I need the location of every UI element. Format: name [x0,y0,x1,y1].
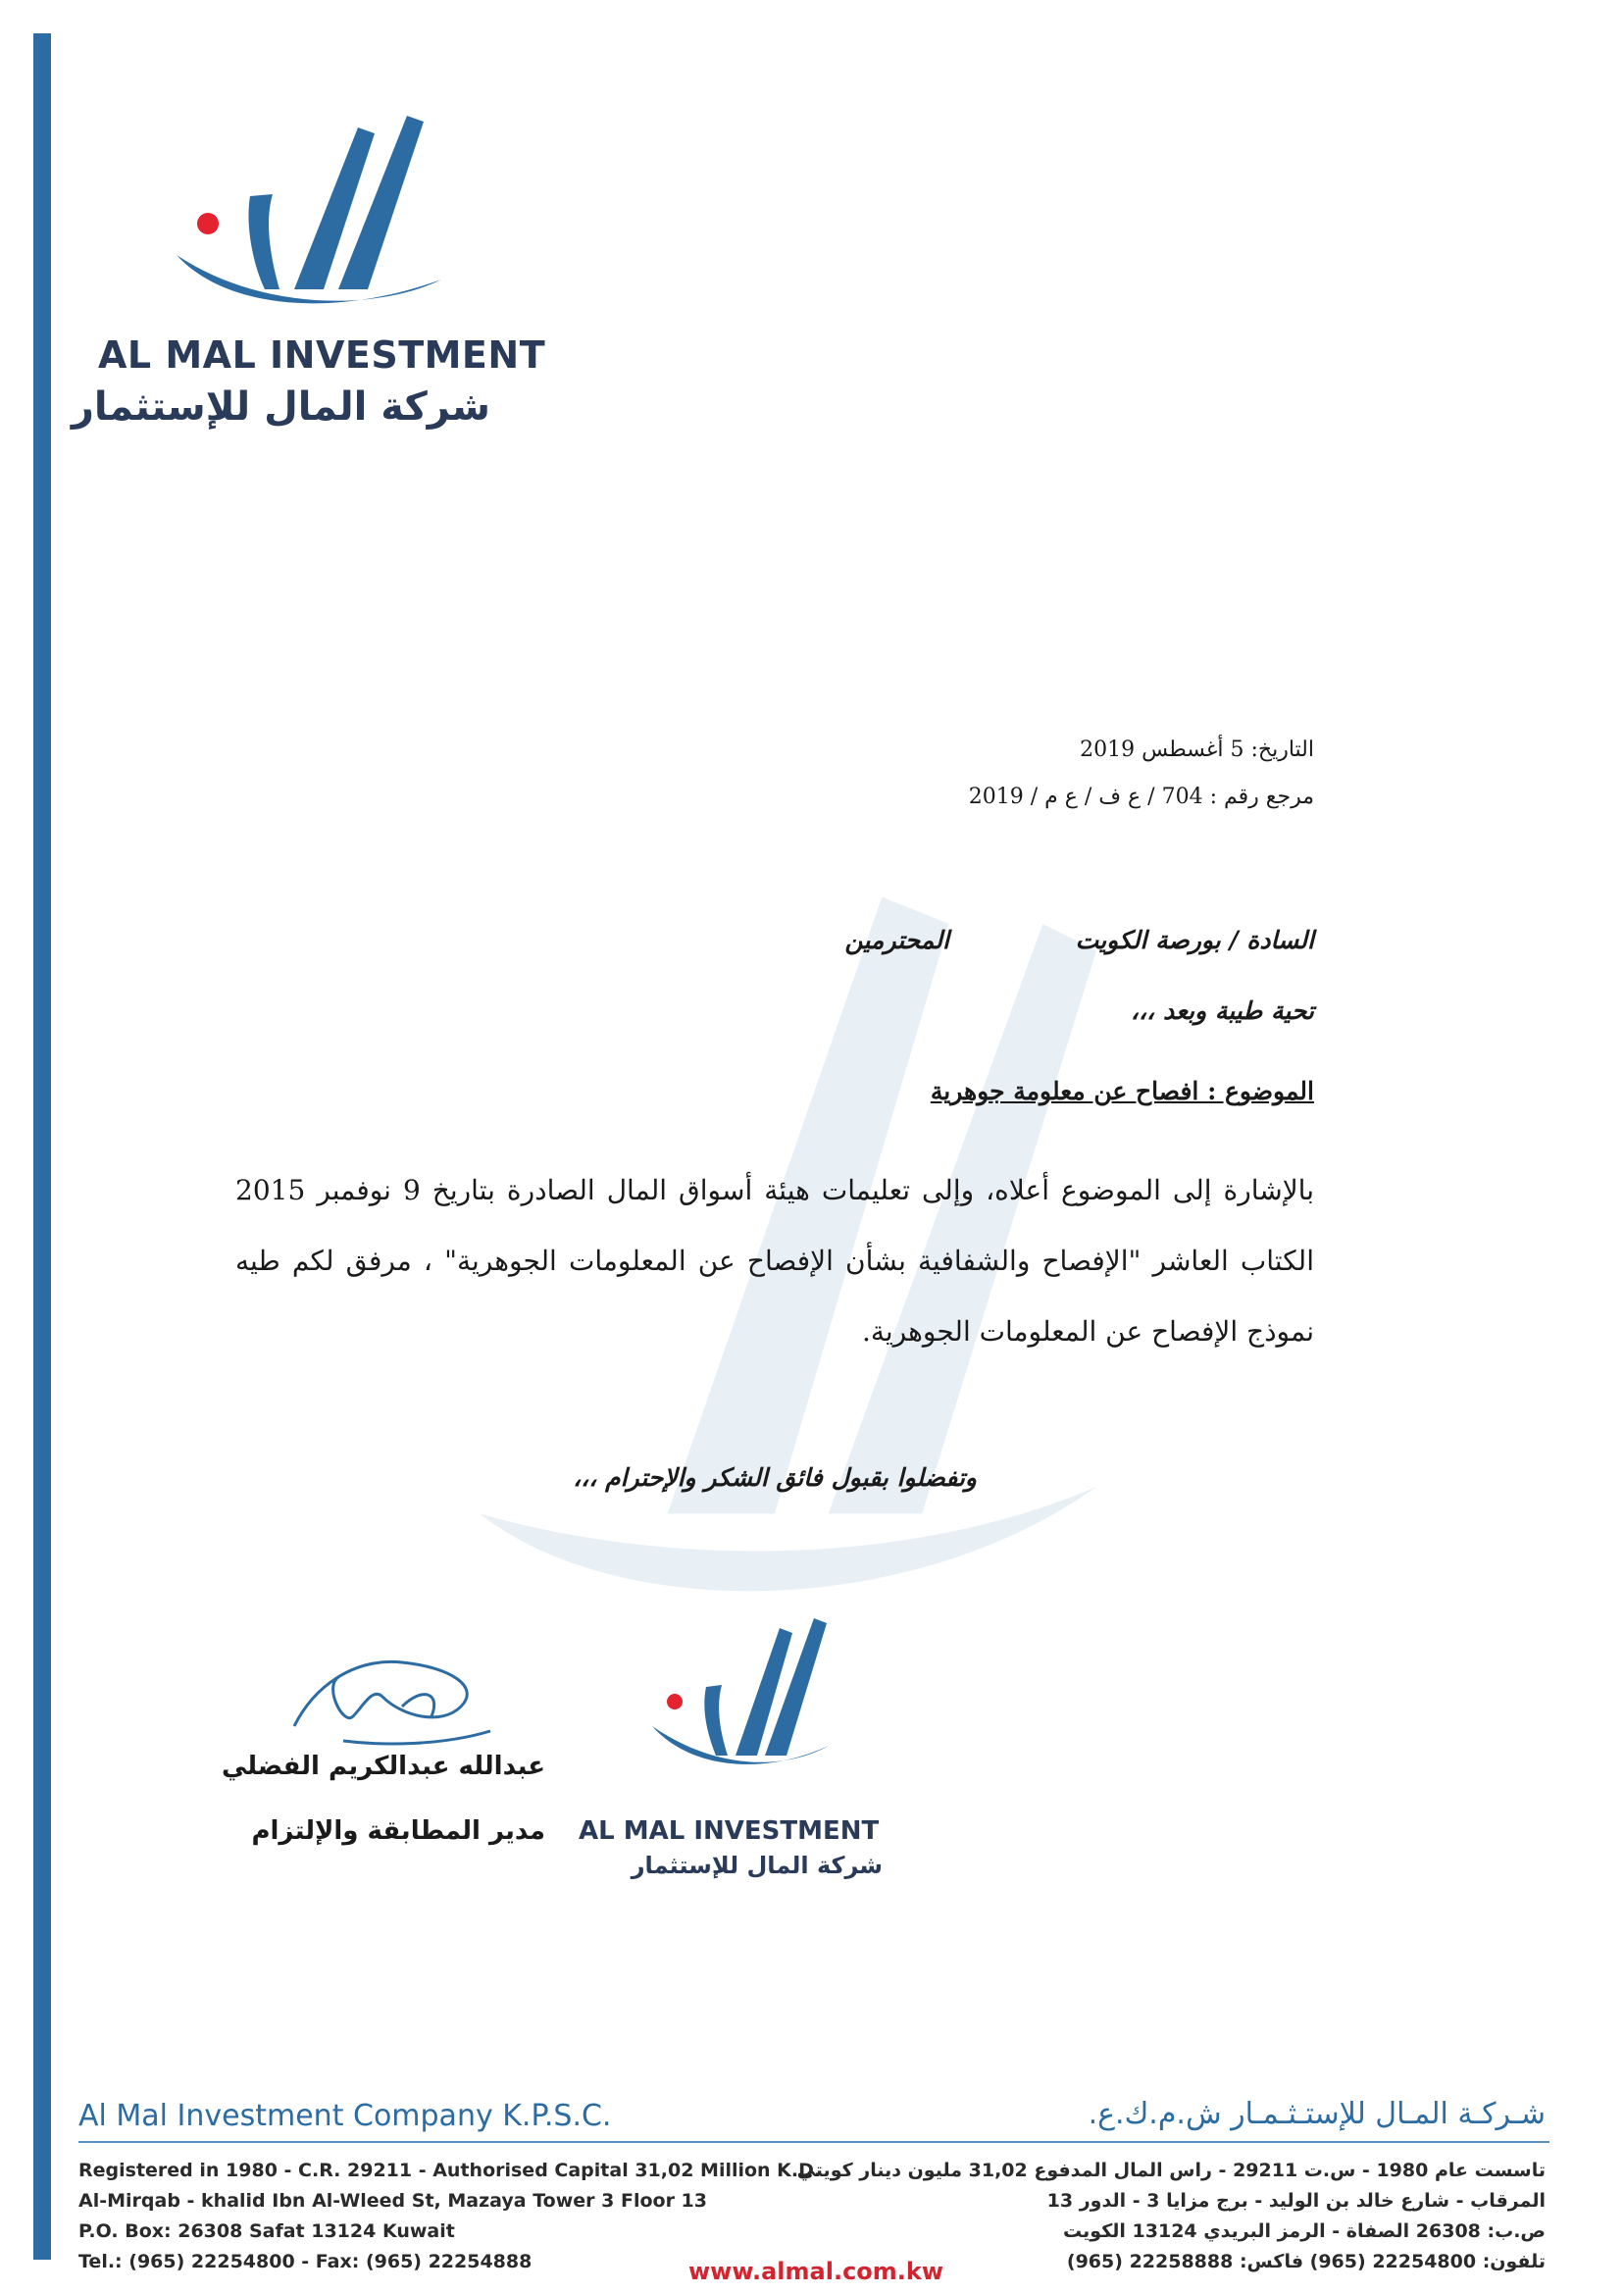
footer-registration-ar: تاسست عام 1980 - س.ت 29211 - راس المال المدفوع 31,02 مليون دينار كويتي [796,2160,1546,2181]
letter-reference: مرجع رقم : 704 / ع ف / ع م / 2019 [968,785,1314,809]
letter-body: بالإشارة إلى الموضوع أعلاه، وإلى تعليمات هيئة أسواق المال الصادرة بتاريخ 9 نوفمبر 2015 الكتاب العاشر "الإفصاح والشفافية بشأن الإفصاح عن المعلومات الجوهرية" ، مرفق لكم طيه نموذج الإفصاح عن المعلومات الجوهرية. [235,1174,1315,1348]
handwritten-signature [284,1648,500,1756]
letter-date: التاريخ: 5 أغسطس 2019 [1080,738,1314,762]
company-logo [71,108,546,432]
footer-address-ar: المرقاب - شارع خالد بن الوليد - برج مزايا 3 - الدور 13 [1046,2190,1546,2212]
closing-line: وتفضلوا بقبول فائق الشكر والإحترام ،،، [573,1463,977,1492]
footer-website-link[interactable]: www.almal.com.kw [688,2258,944,2285]
footer-po-box-ar: ص.ب: 26308 الصفاة - الرمز البريدي 13124 الكويت [1063,2220,1546,2242]
honorific: المحترمين [844,926,949,954]
logo-mark-icon [157,108,451,333]
footer-divider [78,2141,1549,2143]
signatory-title: مدير المطابقة والإلتزام [251,1816,545,1846]
footer-company-arabic: شـركـة المـال للإستـثـمـار ش.م.ك.ع. [1088,2097,1546,2131]
signatory-name: عبدالله عبدالكريم الفضلي [222,1752,545,1781]
footer-phone-fax-ar: تلفون: 22254800 (965) فاكس: 22258888 (965) [1066,2251,1546,2272]
stamp-name-arabic: شركة المال للإستثمار [631,1852,883,1879]
footer-po-box: P.O. Box: 26308 Safat 13124 Kuwait [78,2220,455,2242]
logo-name-english: AL MAL INVESTMENT [98,333,546,377]
addressee-line [628,926,1314,954]
logo-name-arabic: شركة المال للإستثمار [71,384,490,430]
addressee: السادة / بورصة الكويت [1075,926,1314,954]
company-stamp [579,1608,892,1903]
stamp-logo-icon [637,1608,834,1805]
footer-phone-fax: Tel.: (965) 22254800 - Fax: (965) 22254888 [78,2251,533,2272]
footer-registration: Registered in 1980 - C.R. 29211 - Authorised Capital 31,02 Million K.D. [78,2160,822,2181]
footer-company-english: Al Mal Investment Company K.P.S.C. [78,2099,612,2133]
footer-address: Al-Mirqab - khalid Ibn Al-Wleed St, Mazaya Tower 3 Floor 13 [78,2190,707,2212]
side-accent-bar [33,33,51,2260]
greeting: تحية طيبة وبعد ،،، [1131,996,1314,1025]
stamp-name-english: AL MAL INVESTMENT [579,1816,880,1846]
subject-line: الموضوع : افصاح عن معلومة جوهرية [930,1077,1314,1105]
